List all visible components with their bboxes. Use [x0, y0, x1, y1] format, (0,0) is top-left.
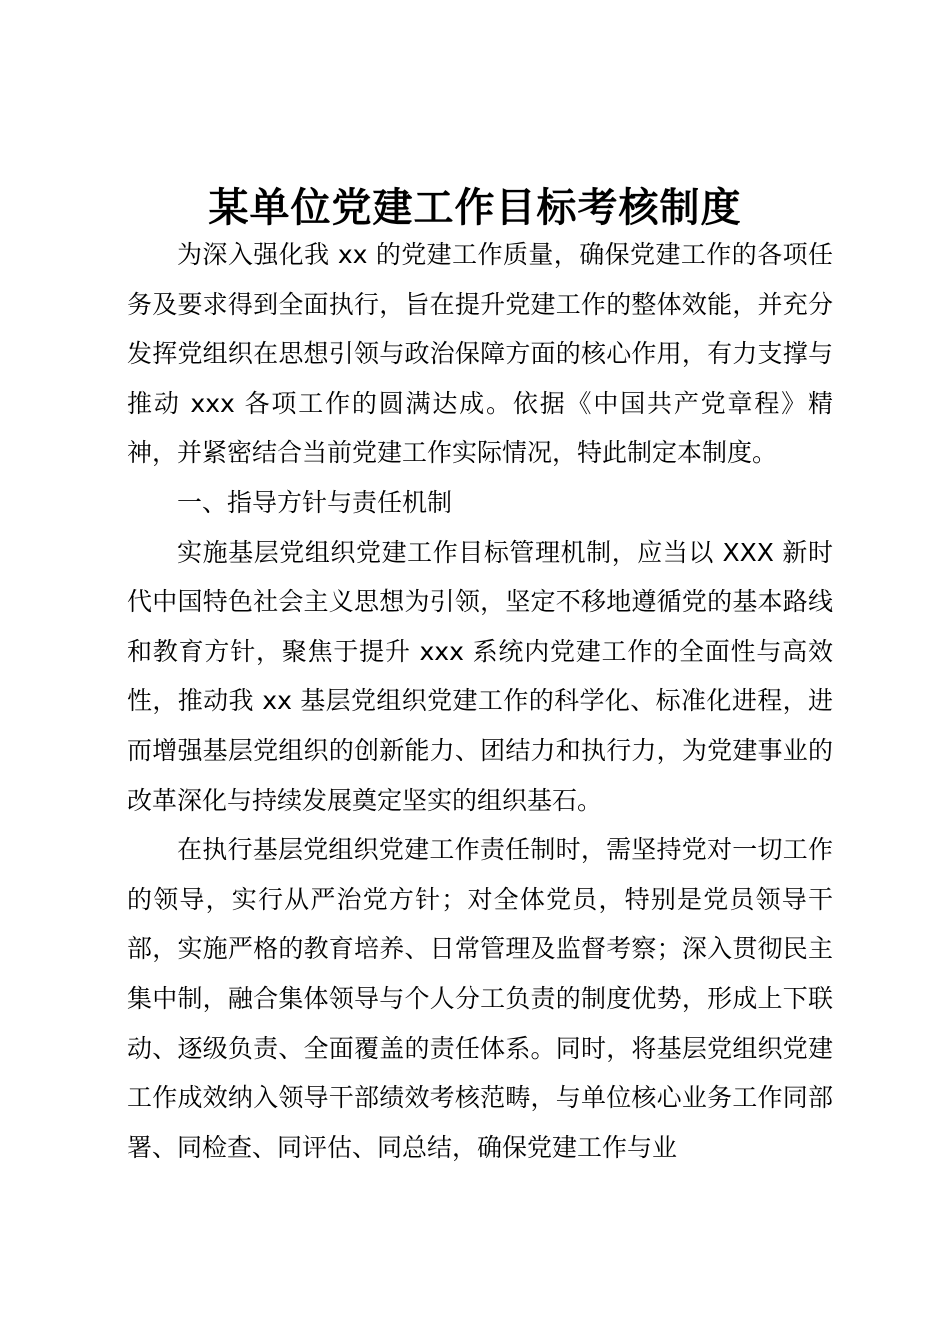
intro-paragraph: 为深入强化我 xx 的党建工作质量，确保党建工作的各项任务及要求得到全面执行，旨在提升党建工作的整体效能，并充分发挥党组织在思想引领与政治保障方面的核心作用，有力支撑与推动 xxx 各项工作的圆满达成。依据《中国共产党章程》精神，并紧密结合当前党建工作实际情况，特此制定本制度。: [127, 240, 833, 468]
section-heading: 一、指导方针与责任机制: [177, 487, 453, 517]
section-paragraph: 在执行基层党组织党建工作责任制时，需坚持党对一切工作的领导，实行从严治党方针；对全体党员，特别是党员领导干部，实施严格的教育培养、日常管理及监督考察；深入贯彻民主集中制，融合集体领导与个人分工负责的制度优势，形成上下联动、逐级负责、全面覆盖的责任体系。同时，将基层党组织党建工作成效纳入领导干部绩效考核范畴，与单位核心业务工作同部署、同检查、同评估、同总结，确保党建工作与业: [127, 835, 833, 1162]
section-paragraph: 实施基层党组织党建工作目标管理机制，应当以 XXX 新时代中国特色社会主义思想为引领，坚定不移地遵循党的基本路线和教育方针，聚焦于提升 xxx 系统内党建工作的全面性与高效性，推动我 xx 基层党组织党建工作的科学化、标准化进程，进而增强基层党组织的创新能力、团结力和执行力，为党建事业的改革深化与持续发展奠定坚实的组织基石。: [127, 537, 833, 815]
document-body: [127, 230, 833, 1172]
document-title: 某单位党建工作目标考核制度: [208, 184, 742, 231]
